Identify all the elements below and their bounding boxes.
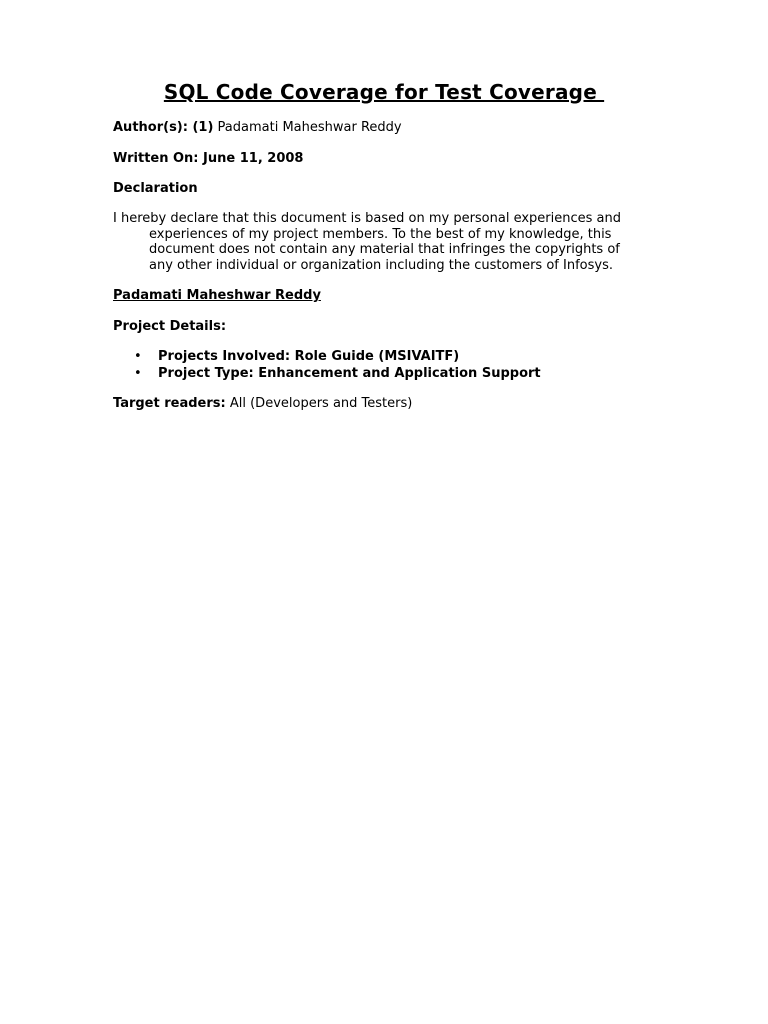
target-readers-value: All (Developers and Testers) [229, 396, 413, 411]
declaration-heading: Declaration [113, 181, 198, 196]
project-details-heading: Project Details: [113, 319, 227, 334]
author-label: Author(s): (1) [113, 120, 214, 135]
target-readers-label: Target readers: [113, 396, 226, 411]
project-details-list [113, 348, 541, 382]
written-on: Written On: June 11, 2008 [113, 151, 304, 166]
bullet-icon: • [134, 366, 142, 381]
document-title: SQL Code Coverage for Test Coverage [163, 80, 605, 104]
declaration-text: I hereby declare that this document is based on my personal experiences and experiences of my project members. To the best of my knowledge, this document does not contain any material that infringes the copyrights of any other individual or organization including the customers of Infosys. [113, 211, 622, 274]
author-line [113, 120, 402, 136]
list-item [113, 348, 541, 365]
author-name: Padamati Maheshwar Reddy [217, 120, 402, 135]
project-item-text: Project Type: Enhancement and Application Support [158, 366, 541, 381]
project-item-text: Projects Involved: Role Guide (MSIVAITF) [158, 349, 460, 364]
list-item [113, 365, 541, 382]
target-readers-line [113, 396, 412, 412]
bullet-icon: • [134, 349, 142, 364]
signature: Padamati Maheshwar Reddy [113, 288, 321, 303]
